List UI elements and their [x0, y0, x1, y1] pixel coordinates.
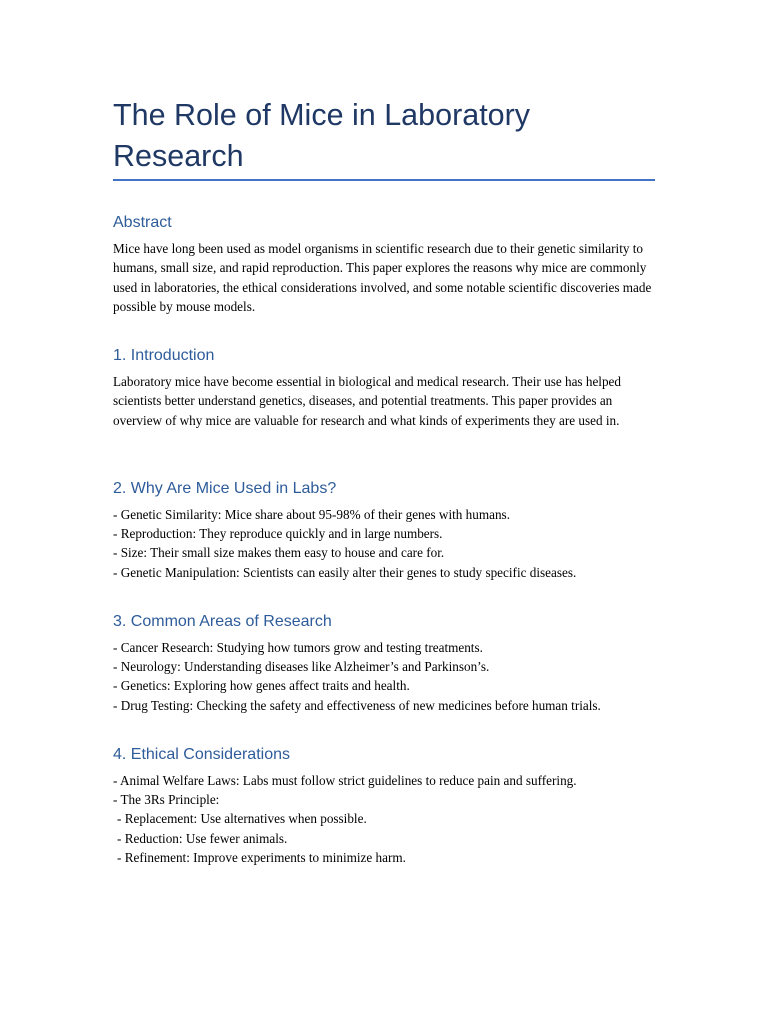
list-item: - The 3Rs Principle: — [113, 792, 220, 808]
list-item: - Reproduction: They reproduce quickly and in large numbers. — [113, 526, 443, 542]
why-mice-section — [113, 478, 655, 582]
introduction-heading: 1. Introduction — [113, 347, 215, 364]
list-item: - Neurology: Understanding diseases like Alzheimer’s and Parkinson’s. — [113, 659, 490, 675]
abstract-heading: Abstract — [113, 214, 172, 231]
document-title: The Role of Mice in Laboratory Research — [113, 98, 531, 173]
list-item: - Genetic Manipulation: Scientists can easily alter their genes to study specific diseases. — [113, 564, 577, 580]
sub-list-item: - Reduction: Use fewer animals. — [117, 830, 288, 846]
list-item: - Drug Testing: Checking the safety and effectiveness of new medicines before human trials. — [113, 697, 601, 713]
list-item: - Cancer Research: Studying how tumors grow and testing treatments. — [113, 640, 483, 655]
why-mice-heading: 2. Why Are Mice Used in Labs? — [113, 480, 337, 497]
list-item: - Genetic Similarity: Mice share about 95-98% of their genes with humans. — [113, 507, 510, 522]
abstract-text: Mice have long been used as model organisms in scientific research due to their genetic similarity to humans, small size, and rapid reproduction. This paper explores the reasons why mice are commonly used in laboratories, the ethical considerations involved, and some notable scientific discoveries made possible by mouse models. — [113, 241, 652, 314]
list-item: - Genetics: Exploring how genes affect traits and health. — [113, 678, 410, 694]
introduction-section — [113, 345, 655, 430]
ethics-section — [113, 744, 655, 867]
list-item: - Size: Their small size makes them easy to house and care for. — [113, 545, 445, 561]
research-areas-heading: 3. Common Areas of Research — [113, 613, 332, 630]
title-underline — [113, 179, 655, 181]
sub-list-item: - Refinement: Improve experiments to minimize harm. — [117, 849, 406, 865]
sub-list-item: - Replacement: Use alternatives when possible. — [117, 811, 367, 827]
introduction-text: Laboratory mice have become essential in biological and medical research. Their use has helped scientists better understand genetics, diseases, and potential treatments. This paper provides an overview of why mice are valuable for research and what kinds of experiments they are used in. — [113, 374, 622, 428]
list-item: - Animal Welfare Laws: Labs must follow strict guidelines to reduce pain and suffering. — [113, 773, 577, 788]
ethics-heading: 4. Ethical Considerations — [113, 746, 290, 763]
research-areas-section — [113, 611, 655, 715]
abstract-section — [113, 212, 655, 316]
